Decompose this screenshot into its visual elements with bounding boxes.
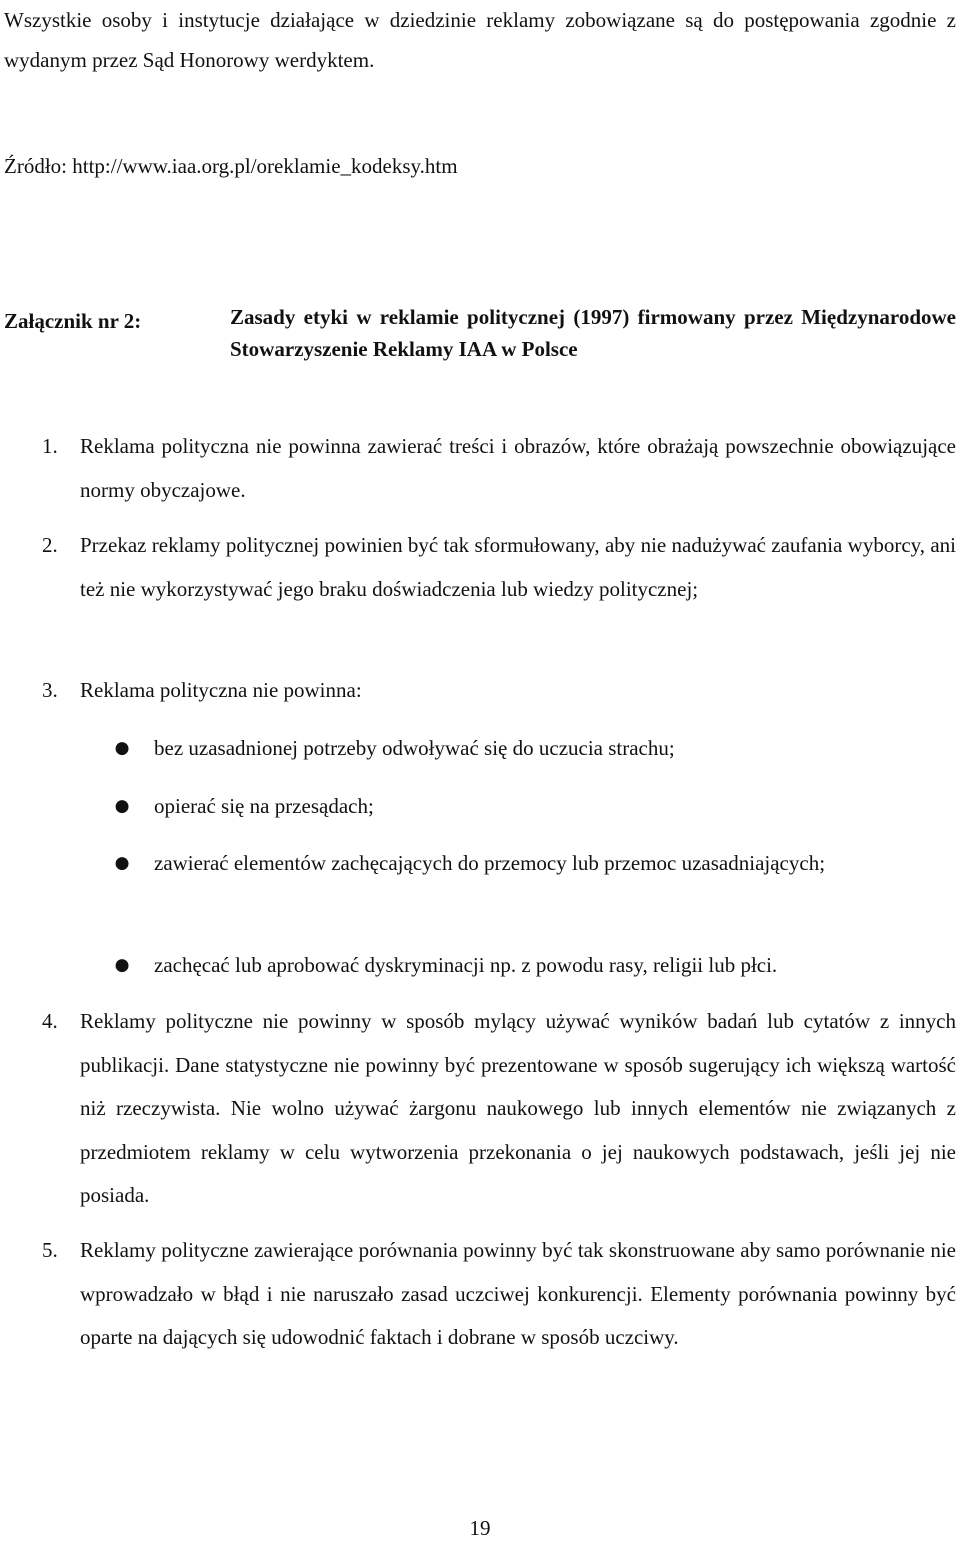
list-item-text: Reklamy polityczne zawierające porównania powinny być tak skonstruowane aby samo porównanie nie wprowadzało w błąd i nie naruszało zasad uczciwej konkurencji. Elementy porównania powinny być oparte na dających się udowodnić faktach i dobrane w sposób uczciwy. [80, 1238, 956, 1349]
list-item-text: Reklamy polityczne nie powinny w sposób mylący używać wyników badań lub cytatów z innych publikacji. Dane statystyczne nie powinny być prezentowane w sposób sugerujący ich większą wartość niż rzeczywista. Nie wolno używać żargonu naukowego lub innych elementów nie związanych z przedmiotem reklamy w celu wytworzenia przekonania o jej naukowych podstawach, jeśli jej nie posiada. [80, 1009, 956, 1207]
list-item-number: 4. [42, 1009, 58, 1033]
source-line: Źródło: http://www.iaa.org.pl/oreklamie_kodeksy.htm [4, 154, 458, 178]
annex-label: Załącznik nr 2: [4, 309, 142, 333]
bullet-text: zachęcać lub aprobować dyskryminacji np. z powodu rasy, religii lub płci. [154, 953, 778, 977]
list-item-3 [42, 669, 956, 713]
intro-paragraph: Wszystkie osoby i instytucje działające w dziedzinie reklamy zobowiązane są do postępowania zgodnie z wydanym przez Sąd Honorowy werdyktem. [4, 8, 956, 72]
bullet-icon: ● [114, 853, 130, 873]
list-item-number: 3. [42, 678, 58, 702]
bullet-item-2 [112, 785, 956, 829]
bullet-text: bez uzasadnionej potrzeby odwoływać się do uczucia strachu; [154, 736, 675, 760]
bullet-item-1 [112, 727, 956, 771]
list-item-number: 5. [42, 1238, 58, 1262]
bullet-text: opierać się na przesądach; [154, 794, 374, 818]
page-number: 19 [469, 1516, 491, 1540]
bullet-item-3 [112, 842, 956, 930]
list-item-2 [42, 524, 956, 655]
list-item-5 [42, 1229, 956, 1404]
bullet-icon: ● [114, 955, 130, 975]
list-item-text: Reklama polityczna nie powinna: [80, 678, 362, 702]
bullet-icon: ● [114, 796, 130, 816]
list-item-number: 1. [42, 434, 58, 458]
bullet-icon: ● [114, 738, 130, 758]
bullet-text: zawierać elementów zachęcających do przemocy lub przemoc uzasadniających; [154, 851, 826, 875]
list-item-text: Reklama polityczna nie powinna zawierać treści i obrazów, które obrażają powszechnie obowiązujące normy obyczajowe. [80, 434, 956, 502]
annex-title: Zasady etyki w reklamie politycznej (1997) firmowany przez Międzynarodowe Stowarzyszenie Reklamy IAA w Polsce [230, 305, 956, 361]
bullet-item-4 [112, 944, 956, 988]
list-item-number: 2. [42, 533, 58, 557]
list-item-text: Przekaz reklamy politycznej powinien być tak sformułowany, aby nie nadużywać zaufania wyborcy, ani też nie wykorzystywać jego braku doświadczenia lub wiedzy politycznej; [80, 533, 956, 601]
list-item-1 [42, 425, 956, 513]
list-item-4 [42, 1000, 956, 1218]
